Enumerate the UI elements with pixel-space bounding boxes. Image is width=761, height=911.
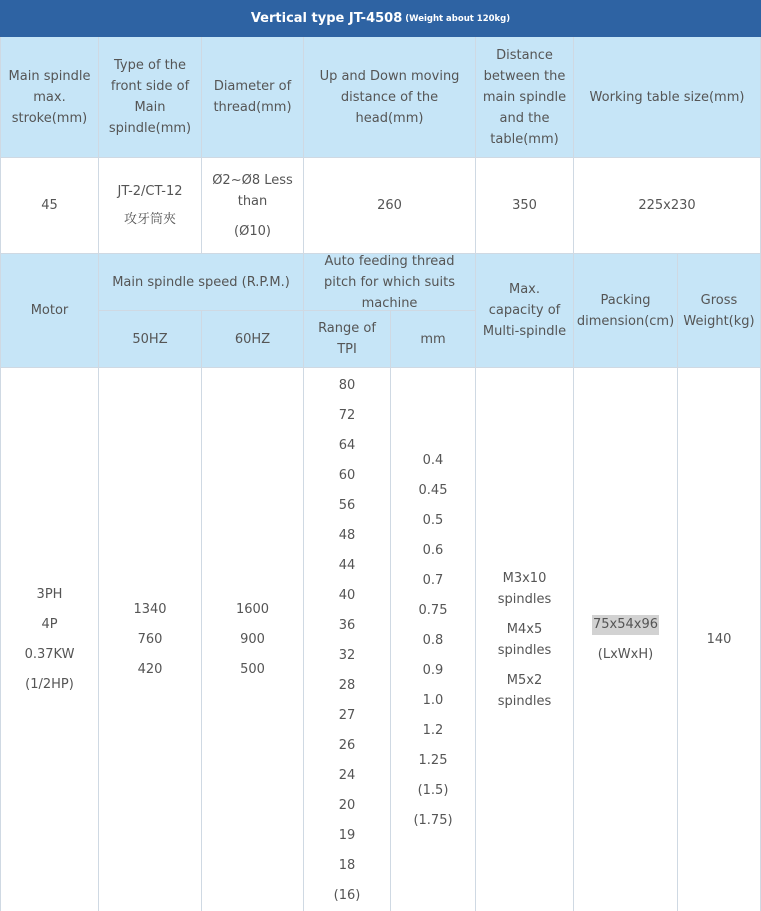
pitch-mm-value: 1.2 <box>422 723 444 738</box>
tpi-value: 44 <box>338 558 356 573</box>
speed-50hz-value: 1340 <box>133 601 167 617</box>
value-multi-spindle <box>476 368 574 911</box>
pitch-mm-value: (1.75) <box>413 813 453 828</box>
motor-spec: 4P <box>41 616 58 632</box>
value-stroke: 45 <box>0 158 99 254</box>
header-60hz: 60HZ <box>202 311 304 368</box>
header-head-travel: Up and Down moving distance of the head(mm) <box>304 37 476 158</box>
tpi-value: 32 <box>338 648 356 663</box>
speed-60hz-value: 1600 <box>235 601 270 617</box>
packing-dimension-unit: (LxWxH) <box>597 646 654 662</box>
tpi-value: 80 <box>338 378 356 393</box>
table-title-main: Vertical type JT-4508 <box>250 11 403 26</box>
header-multi-spindle: Max. capacity of Multi-spindle <box>476 254 574 368</box>
pitch-mm-value: 0.45 <box>418 483 448 498</box>
pitch-mm-value: (1.5) <box>417 783 449 798</box>
tpi-value: 26 <box>338 738 356 753</box>
tpi-value: 19 <box>338 828 356 843</box>
pitch-mm-value: 1.0 <box>422 693 444 708</box>
value-50hz <box>99 368 202 911</box>
multi-spindle-list <box>480 568 569 712</box>
speed-50hz-value: 420 <box>137 661 163 677</box>
speed-50hz-value: 760 <box>137 631 163 647</box>
header-auto-feed: Auto feeding thread pitch for which suits machine <box>304 254 476 311</box>
pitch-mm-value: 0.8 <box>422 633 444 648</box>
value-thread-diameter: Ø2~Ø8 Less than (Ø10) <box>202 158 304 254</box>
header-spindle-speed: Main spindle speed (R.P.M.) <box>99 254 304 311</box>
header-thread-diameter: Diameter of thread(mm) <box>202 37 304 158</box>
multi-spindle-capacity: M5x2 spindles <box>497 672 552 709</box>
tpi-value: 72 <box>338 408 356 423</box>
header-spindle-table-distance: Distance between the main spindle and the table(mm) <box>476 37 574 158</box>
tpi-value: 60 <box>338 468 356 483</box>
value-mm <box>391 368 476 911</box>
header-motor: Motor <box>0 254 99 368</box>
value-packing <box>574 368 678 911</box>
pitch-mm-value: 0.75 <box>418 603 448 618</box>
tpi-value: 24 <box>338 768 356 783</box>
pitch-mm-value: 0.7 <box>422 573 444 588</box>
motor-spec: (1/2HP) <box>25 676 74 692</box>
header-front-side: Type of the front side of Main spindle(mm) <box>99 37 202 158</box>
header-range-tpi: Range of TPI <box>304 311 391 368</box>
packing-dimension: 75x54x96 <box>592 615 659 635</box>
hz60-list <box>236 595 269 685</box>
motor-list <box>25 580 75 700</box>
mm-list <box>413 446 452 836</box>
header-gross-weight: Gross Weight(kg) <box>678 254 761 368</box>
header-50hz: 50HZ <box>99 311 202 368</box>
tpi-value: 56 <box>338 498 356 513</box>
value-front-side: JT-2/CT-12 攻牙筒夾 <box>99 158 202 254</box>
tpi-value: (16) <box>333 888 361 903</box>
motor-spec: 0.37KW <box>24 646 75 662</box>
pitch-mm-value: 1.25 <box>418 753 448 768</box>
tpi-value: 36 <box>338 618 356 633</box>
header-packing: Packing dimension(cm) <box>574 254 678 368</box>
speed-60hz-value: 900 <box>240 631 265 647</box>
tpi-value: 27 <box>338 708 356 723</box>
header-table-size: Working table size(mm) <box>574 37 761 158</box>
value-gross-weight: 140 <box>678 368 761 911</box>
pitch-mm-value: 0.9 <box>422 663 444 678</box>
tpi-value: 18 <box>338 858 356 873</box>
value-head-travel: 260 <box>304 158 476 254</box>
speed-60hz-value: 500 <box>240 661 265 677</box>
header-stroke: Main spindle max. stroke(mm) <box>0 37 99 158</box>
pitch-mm-value: 0.6 <box>422 543 444 558</box>
multi-spindle-capacity: M4x5 spindles <box>497 621 552 658</box>
multi-spindle-capacity: M3x10 spindles <box>497 570 552 607</box>
pitch-mm-value: 0.5 <box>422 513 444 528</box>
tpi-list <box>334 371 361 911</box>
pitch-mm-value: 0.4 <box>422 453 444 468</box>
value-60hz <box>202 368 304 911</box>
tpi-value: 64 <box>338 438 356 453</box>
value-spindle-table-distance: 350 <box>476 158 574 254</box>
hz50-list <box>133 595 166 685</box>
value-motor <box>0 368 99 911</box>
tpi-value: 48 <box>338 528 356 543</box>
tpi-value: 28 <box>338 678 356 693</box>
value-tpi <box>304 368 391 911</box>
table-title <box>0 0 761 37</box>
header-mm: mm <box>391 311 476 368</box>
tpi-value: 20 <box>338 798 356 813</box>
tpi-value: 40 <box>338 588 356 603</box>
motor-spec: 3PH <box>36 586 63 602</box>
table-title-note: (Weight about 120kg) <box>405 13 511 24</box>
value-table-size: 225x230 <box>574 158 761 254</box>
